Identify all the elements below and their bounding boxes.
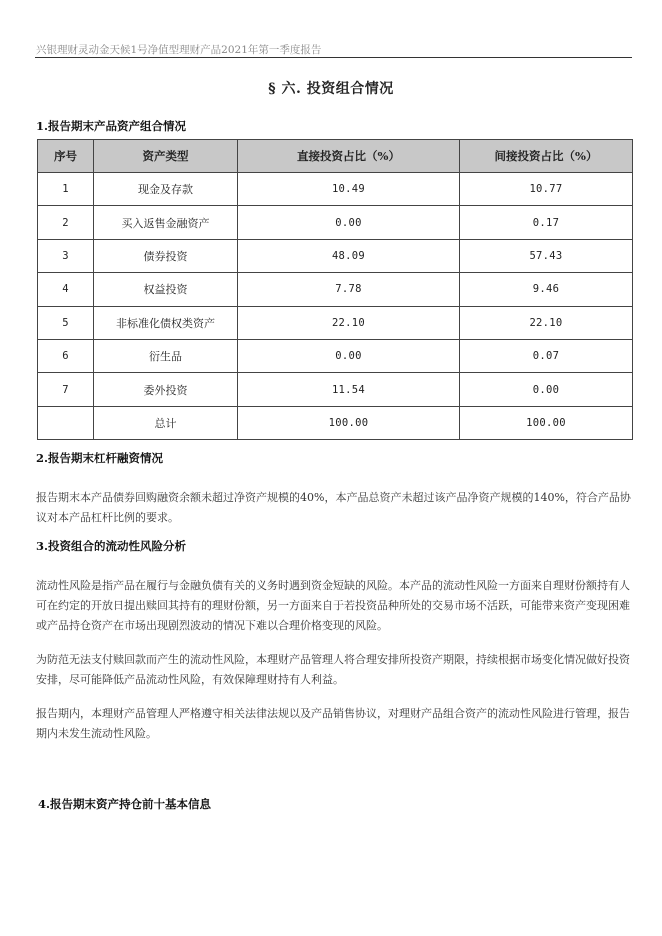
heading-liquidity: 3.投资组合的流动性风险分析 (36, 539, 187, 553)
table-row (38, 273, 633, 306)
cell-total-label: 总计 (94, 406, 238, 439)
cell-indirect: 0.17 (460, 206, 633, 239)
cell-direct: 11.54 (238, 373, 460, 406)
cell-no: 6 (38, 339, 94, 372)
cell-asset-type: 债券投资 (94, 239, 238, 272)
table-row (38, 339, 633, 372)
table-row (38, 173, 633, 206)
cell-asset-type: 权益投资 (94, 273, 238, 306)
table-total-row (38, 406, 633, 439)
cell-direct: 7.78 (238, 273, 460, 306)
cell-asset-type: 委外投资 (94, 373, 238, 406)
cell-indirect: 22.10 (460, 306, 633, 339)
cell-indirect: 0.07 (460, 339, 633, 372)
table-row (38, 373, 633, 406)
cell-indirect: 57.43 (460, 239, 633, 272)
liquidity-paragraph-3: 报告期内，本理财产品管理人严格遵守相关法律法规以及产品销售协议，对理财产品组合资产的流动性风险进行管理，报告期内未发生流动性风险。 (36, 707, 630, 740)
table-header-row (38, 140, 633, 173)
col-header-direct: 直接投资占比（%） (238, 140, 460, 173)
cell-direct-total: 100.00 (238, 406, 460, 439)
leverage-paragraph: 报告期末本产品债券回购融资余额未超过净资产规模的40%，本产品总资产未超过该产品净资产规模的140%，符合产品协议对本产品杠杆比例的要求。 (36, 491, 631, 524)
cell-direct: 48.09 (238, 239, 460, 272)
cell-indirect: 9.46 (460, 273, 633, 306)
cell-no (38, 406, 94, 439)
col-header-asset-type: 资产类型 (94, 140, 238, 173)
header-rule (35, 57, 632, 58)
table-row (38, 206, 633, 239)
cell-indirect-total: 100.00 (460, 406, 633, 439)
cell-indirect: 0.00 (460, 373, 633, 406)
section-title: § 六. 投资组合情况 (268, 81, 394, 97)
cell-no: 3 (38, 239, 94, 272)
cell-indirect: 10.77 (460, 173, 633, 206)
cell-direct: 0.00 (238, 206, 460, 239)
cell-asset-type: 衍生品 (94, 339, 238, 372)
heading-asset-allocation: 1.报告期末产品资产组合情况 (36, 119, 187, 133)
liquidity-paragraph-2: 为防范无法支付赎回款而产生的流动性风险，本理财产品管理人将合理安排所投资产期限，持续根据市场变化情况做好投资安排，尽可能降低产品流动性风险，有效保障理财持有人利益。 (36, 653, 630, 686)
cell-asset-type: 现金及存款 (94, 173, 238, 206)
cell-asset-type: 非标准化债权类资产 (94, 306, 238, 339)
cell-direct: 10.49 (238, 173, 460, 206)
cell-asset-type: 买入返售金融资产 (94, 206, 238, 239)
table-row (38, 306, 633, 339)
running-header: 兴银理财灵动金天候1号净值型理财产品2021年第一季度报告 (36, 44, 322, 56)
cell-direct: 22.10 (238, 306, 460, 339)
cell-no: 5 (38, 306, 94, 339)
cell-no: 4 (38, 273, 94, 306)
heading-leverage: 2.报告期末杠杆融资情况 (36, 451, 164, 465)
asset-allocation-table (37, 139, 633, 440)
col-header-indirect: 间接投资占比（%） (460, 140, 633, 173)
heading-top-holdings: 4.报告期末资产持仓前十基本信息 (38, 797, 212, 811)
liquidity-paragraph-1: 流动性风险是指产品在履行与金融负债有关的义务时遇到资金短缺的风险。本产品的流动性风险一方面来自理财份额持有人可在约定的开放日提出赎回其持有的理财份额，另一方面来自于若投资品种所处的交易市场不活跃，可能带来资产变现困难或产品持仓资产在市场出现剧烈波动的情况下难以合理价格变现的风险。 (36, 579, 630, 632)
col-header-no: 序号 (38, 140, 94, 173)
cell-no: 7 (38, 373, 94, 406)
cell-no: 2 (38, 206, 94, 239)
cell-direct: 0.00 (238, 339, 460, 372)
table-row (38, 239, 633, 272)
cell-no: 1 (38, 173, 94, 206)
